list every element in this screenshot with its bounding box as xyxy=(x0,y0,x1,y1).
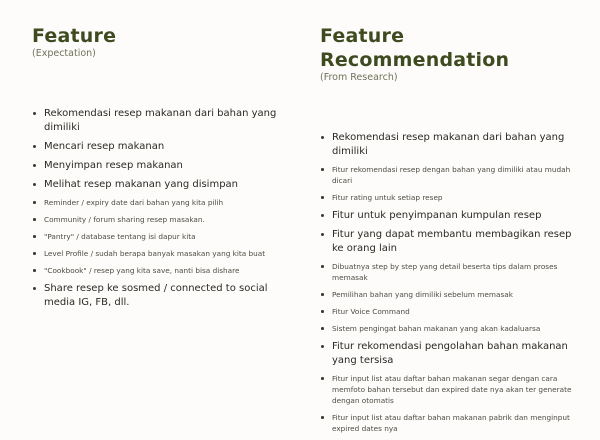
expectation-title: Feature xyxy=(32,25,117,47)
list-item: Fitur input list atau daftar bahan makanan pabrik dan menginput expired dates nya xyxy=(320,412,582,434)
list-item: Fitur input list atau daftar bahan makanan segar dengan cara memfoto bahan tersebut dan expired date nya akan ter generate dengan otomatis xyxy=(320,373,582,406)
list-item: Mencari resep makanan xyxy=(32,140,292,154)
list-item: Rekomendasi resep makanan dari bahan yang dimiliki xyxy=(320,131,582,159)
expectation-feature-list xyxy=(32,107,292,310)
list-item: Rekomendasi resep makanan dari bahan yang dimiliki xyxy=(32,107,292,135)
list-item: Community / forum sharing resep masakan. xyxy=(32,214,292,225)
list-item: Pemilihan bahan yang dimiliki sebelum memasak xyxy=(320,289,582,300)
recommendation-feature-list xyxy=(320,131,582,434)
list-item: "Pantry" / database tentang isi dapur kita xyxy=(32,231,292,242)
list-item: Reminder / expiry date dari bahan yang kita pilih xyxy=(32,197,292,208)
list-item: Share resep ke sosmed / connected to social media IG, FB, dll. xyxy=(32,282,292,310)
recommendation-subtitle: (From Research) xyxy=(320,72,398,83)
recommendation-column xyxy=(320,24,582,440)
list-item: Fitur Voice Command xyxy=(320,306,582,317)
expectation-subtitle: (Expectation) xyxy=(32,48,96,59)
list-item: Dibuatnya step by step yang detail besertа tips dalam proses memasak xyxy=(320,261,582,283)
list-item: Menyimpan resep makanan xyxy=(32,159,292,173)
list-item: Sistem pengingat bahan makanan yang akan kadaluarsa xyxy=(320,323,582,334)
recommendation-title: Feature Recommendation xyxy=(320,25,510,71)
list-item: Fitur untuk penyimpanan kumpulan resep xyxy=(320,209,582,223)
list-item: Melihat resep makanan yang disimpan xyxy=(32,178,292,192)
list-item: Fitur rekomendasi pengolahan bahan makanan yang tersisa xyxy=(320,340,582,368)
list-item: Fitur yang dapat membantu membagikan resep ke orang lain xyxy=(320,228,582,256)
list-item: Fitur rekomendasi resep dengan bahan yang dimiliki atau mudah dicari xyxy=(320,164,582,186)
list-item: Level Profile / sudah berapa banyak masakan yang kita buat xyxy=(32,248,292,259)
list-item: Fitur rating untuk setiap resep xyxy=(320,192,582,203)
expectation-column xyxy=(32,24,292,315)
list-item: "Cookbook" / resep yang kita save, nanti bisa dishare xyxy=(32,265,292,276)
